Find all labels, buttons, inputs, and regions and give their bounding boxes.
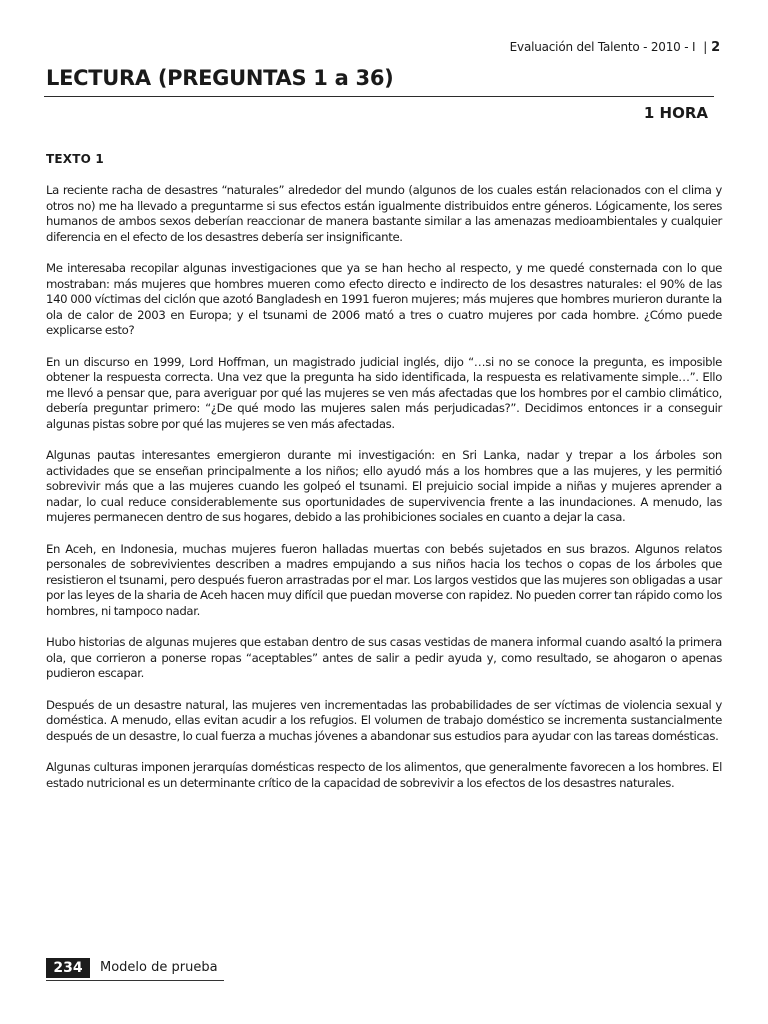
paragraph-8: Algunas culturas imponen jerarquías domésticas respecto de los alimentos, que generalmente favorecen a los hombres. El estado nutricional es un determinante crítico de la capacidad de sobrevivir a los efectos de los desastres naturales. [46,759,722,790]
footer-page-number: 234 [46,958,90,978]
paragraph-6: Hubo historias de algunas mujeres que estaban dentro de sus casas vestidas de manera informal cuando asaltó la primera ola, que corrieron a ponerse ropas “aceptables” antes de salir a pedir ayuda y, como resultado, se ahogaron o apenas pudieron escapar. [46,635,722,681]
header-page-number: 2 [711,40,720,55]
paragraph-3: En un discurso en 1999, Lord Hoffman, un magistrado judicial inglés, dijo “…si no se conoce la pregunta, es imposible obtener la respuesta correcta. Una vez que la pregunta ha sido identificada, la respuesta es relativamente simple…”. Ello me llevó a pensar que, para averiguar por qué las mujeres se ven más afectadas que los hombres por el cambio climático, debería preguntar primero: “¿De qué modo las mujeres salen más perjudicadas?”. Decidimos entonces ir a conseguir algunas pistas sobre por qué las mujeres se ven más afectadas. [46,354,722,431]
running-header [510,40,720,55]
paragraph-7: Después de un desastre natural, las mujeres ven incrementadas las probabilidades de ser víctimas de violencia sexual y doméstica. A menudo, ellas evitan acudir a los refugios. El volumen de trabajo doméstico se incrementa sustancialmente después de un desastre, lo cual fuerza a muchas jóvenes a abandonar sus estudios para ayudar con las tareas domésticas. [46,697,722,743]
duration-label: 1 HORA [643,104,708,122]
footer-label: Modelo de prueba [100,960,218,975]
running-title: Evaluación del Talento - 2010 - I [509,40,696,54]
section-heading: TEXTO 1 [46,152,104,166]
paragraph-2: Me interesaba recopilar algunas investigaciones que ya se han hecho al respecto, y me quedé consternada con lo que mostraban: más mujeres que hombres mueren como efecto directo e indirecto de los desastres naturales: el 90% de las 140 000 víctimas del ciclón que azotó Bangladesh en 1991 fueron mujeres; más mujeres que hombres murieron durante la ola de calor de 2003 en Europa; y el tsunami de 2006 mató a tres o cuatro mujeres por cada hombre. ¿Cómo puede explicarse esto? [46,260,722,338]
page-title: LECTURA (PREGUNTAS 1 a 36) [46,66,394,90]
paragraph-1: La reciente racha de desastres “naturales” alrededor del mundo (algunos de los cuales están relacionados con el clima y otros no) me ha llevado a preguntarme si sus efectos están igualmente distribuidos entre géneros. Lógicamente, los seres humanos de ambos sexos deberían reaccionar de manera bastante similar a las amenazas medioambientales y cualquier diferencia en el efecto de los desastres debería ser insignificante. [46,183,722,244]
reading-passage [46,183,722,807]
title-divider [44,96,714,97]
paragraph-5: En Aceh, en Indonesia, muchas mujeres fueron halladas muertas con bebés sujetados en sus brazos. Algunos relatos personales de sobrevivientes describen a madres empujando a sus niños hacia los techos o copas de los árboles que resistieron el tsunami, pero después fueron arrastradas por el mar. Los largos vestidos que las mujeres son obligadas a usar por las leyes de la sharia de Aceh hacen muy difícil que puedan moverse con rapidez. No pueden correr tan rápido como los hombres, ni tampoco nadar. [46,541,722,619]
footer-divider [46,980,224,981]
header-separator: | [703,40,708,54]
paragraph-4: Algunas pautas interesantes emergieron durante mi investigación: en Sri Lanka, nadar y trepar a los árboles son actividades que se enseñan principalmente a los niños; ello ayudó más a los hombres que a las mujeres, y les permitió sobrevivir más que a las mujeres cuando les golpeó el tsunami. El prejuicio social impide a niñas y mujeres aprender a nadar, lo cual reduce considerablemente sus oportunidades de supervivencia frente a las inundaciones. A menudo, las mujeres permanecen dentro de sus hogares, debido a las prohibiciones sociales en cuanto a dejar la casa. [46,448,722,525]
